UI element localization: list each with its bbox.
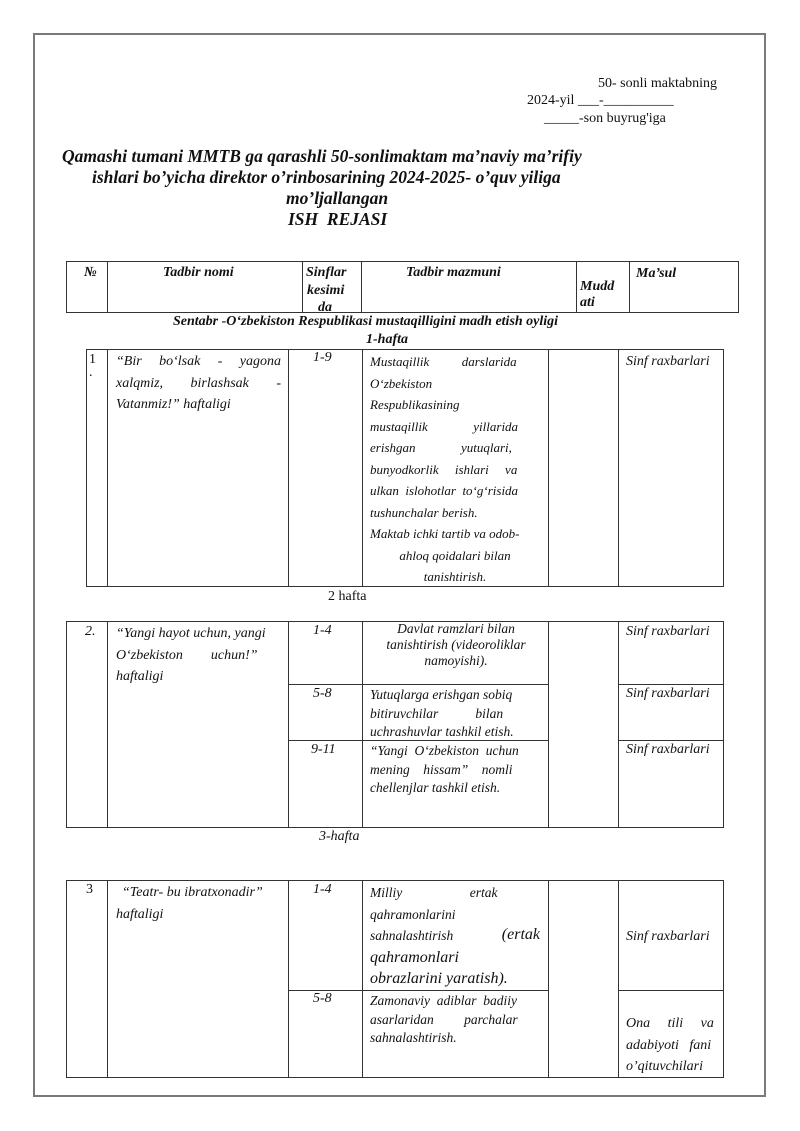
month-title: Sentabr -O‘zbekiston Respublikasi mustaqilligini madh etish oyligi — [173, 314, 559, 329]
title-line-4: ISH REJASI — [288, 209, 388, 229]
title-line-3: mo’ljallangan — [286, 188, 389, 208]
week-1-label: 1-hafta — [366, 332, 408, 347]
header-school-line: 50- sonli maktabning — [598, 76, 717, 91]
row-3a-responsible: Sinf raxbarlari — [626, 929, 710, 944]
row-2b-responsible: Sinf raxbarlari — [626, 686, 710, 701]
row-2c-responsible: Sinf raxbarlari — [626, 742, 710, 757]
row-1-no-dot: . — [89, 365, 93, 380]
row-2-name: “Yangi hayot uchun, yangi O‘zbekiston uchun!” haftaligi — [116, 626, 266, 684]
row-1-classes: 1-9 — [313, 350, 332, 365]
week-3-label: 3-hafta — [319, 829, 360, 844]
row-2-no: 2. — [85, 624, 96, 639]
col-header-classes-3: da — [318, 300, 332, 315]
row-2a-classes: 1-4 — [313, 623, 332, 638]
col-header-term-1: Mudd — [580, 279, 615, 294]
row-2b-content: Yutuqlarga erishgan sobiq bitiruvchilar bilan uchrashuvlar tashkil etish. — [370, 687, 514, 739]
row-2a-responsible: Sinf raxbarlari — [626, 624, 710, 639]
week-2-label: 2 hafta — [328, 589, 367, 604]
row-3b-content: Zamonaviy adiblar badiiy asarlaridan parchalar sahnalashtirish. — [370, 993, 518, 1045]
row-3-name: “Teatr- bu ibratxonadir” haftaligi — [116, 885, 263, 922]
row-2c-content: “Yangi O‘zbekiston uchun mening hissam” nomli chellenjlar tashkil etish. — [370, 743, 519, 795]
col-header-no: № — [84, 265, 97, 280]
row-2a-content: Davlat ramzlari bilan tanishtirish (videoroliklar namoyishi). — [386, 621, 526, 668]
row-1-no: 1 — [89, 352, 96, 367]
col-header-classes-2: kesimi — [307, 283, 345, 298]
row-1-responsible: Sinf raxbarlari — [626, 354, 710, 369]
row-1-name: “Bir bo‘lsak - yagona xalqmiz, birlashsak - Vatanmiz!” haftaligi — [116, 354, 281, 412]
header-year-line: 2024-yil ___-__________ — [527, 93, 674, 108]
row-3b-responsible: Ona tili va adabiyoti fani o’qituvchilari — [626, 1016, 714, 1074]
col-header-name: Tadbir nomi — [163, 265, 234, 280]
title-line-2: ishlari bo’yicha direktor o’rinbosarining 2024-2025- o’quv yiliga — [92, 167, 561, 187]
row-2c-classes: 9-11 — [311, 742, 336, 757]
row-3-no: 3 — [86, 882, 93, 897]
row-3b-classes: 5-8 — [313, 991, 332, 1006]
col-header-responsible: Ma’sul — [636, 266, 677, 281]
row-3a-classes: 1-4 — [313, 882, 332, 897]
title-line-1: Qamashi tumani MMTB ga qarashli 50-sonlimaktam ma’naviy ma’rifiy — [62, 146, 582, 166]
col-header-content: Tadbir mazmuni — [406, 265, 501, 280]
col-header-term-2: ati — [580, 295, 595, 310]
row-1-content: Mustaqillik darslarida O‘zbekiston Respublikasining mustaqillik yillarida erishgan yutuqlari, bunyodkorlik ishlari va ulkan islohotlar to‘g‘risida tushunchalar berish. Maktab ichki tartib va odob- ahloq qoidalari bilan tanishtirish. — [370, 354, 520, 584]
header-order-line: _____-son buyrug'iga — [544, 111, 666, 126]
row-2b-classes: 5-8 — [313, 686, 332, 701]
row-3a-content: Milliy ertak qahramonlarini sahnalashtirish (ertak qahramonlari obrazlarini yaratish). — [370, 885, 540, 987]
col-header-classes-1: Sinflar — [306, 265, 347, 280]
